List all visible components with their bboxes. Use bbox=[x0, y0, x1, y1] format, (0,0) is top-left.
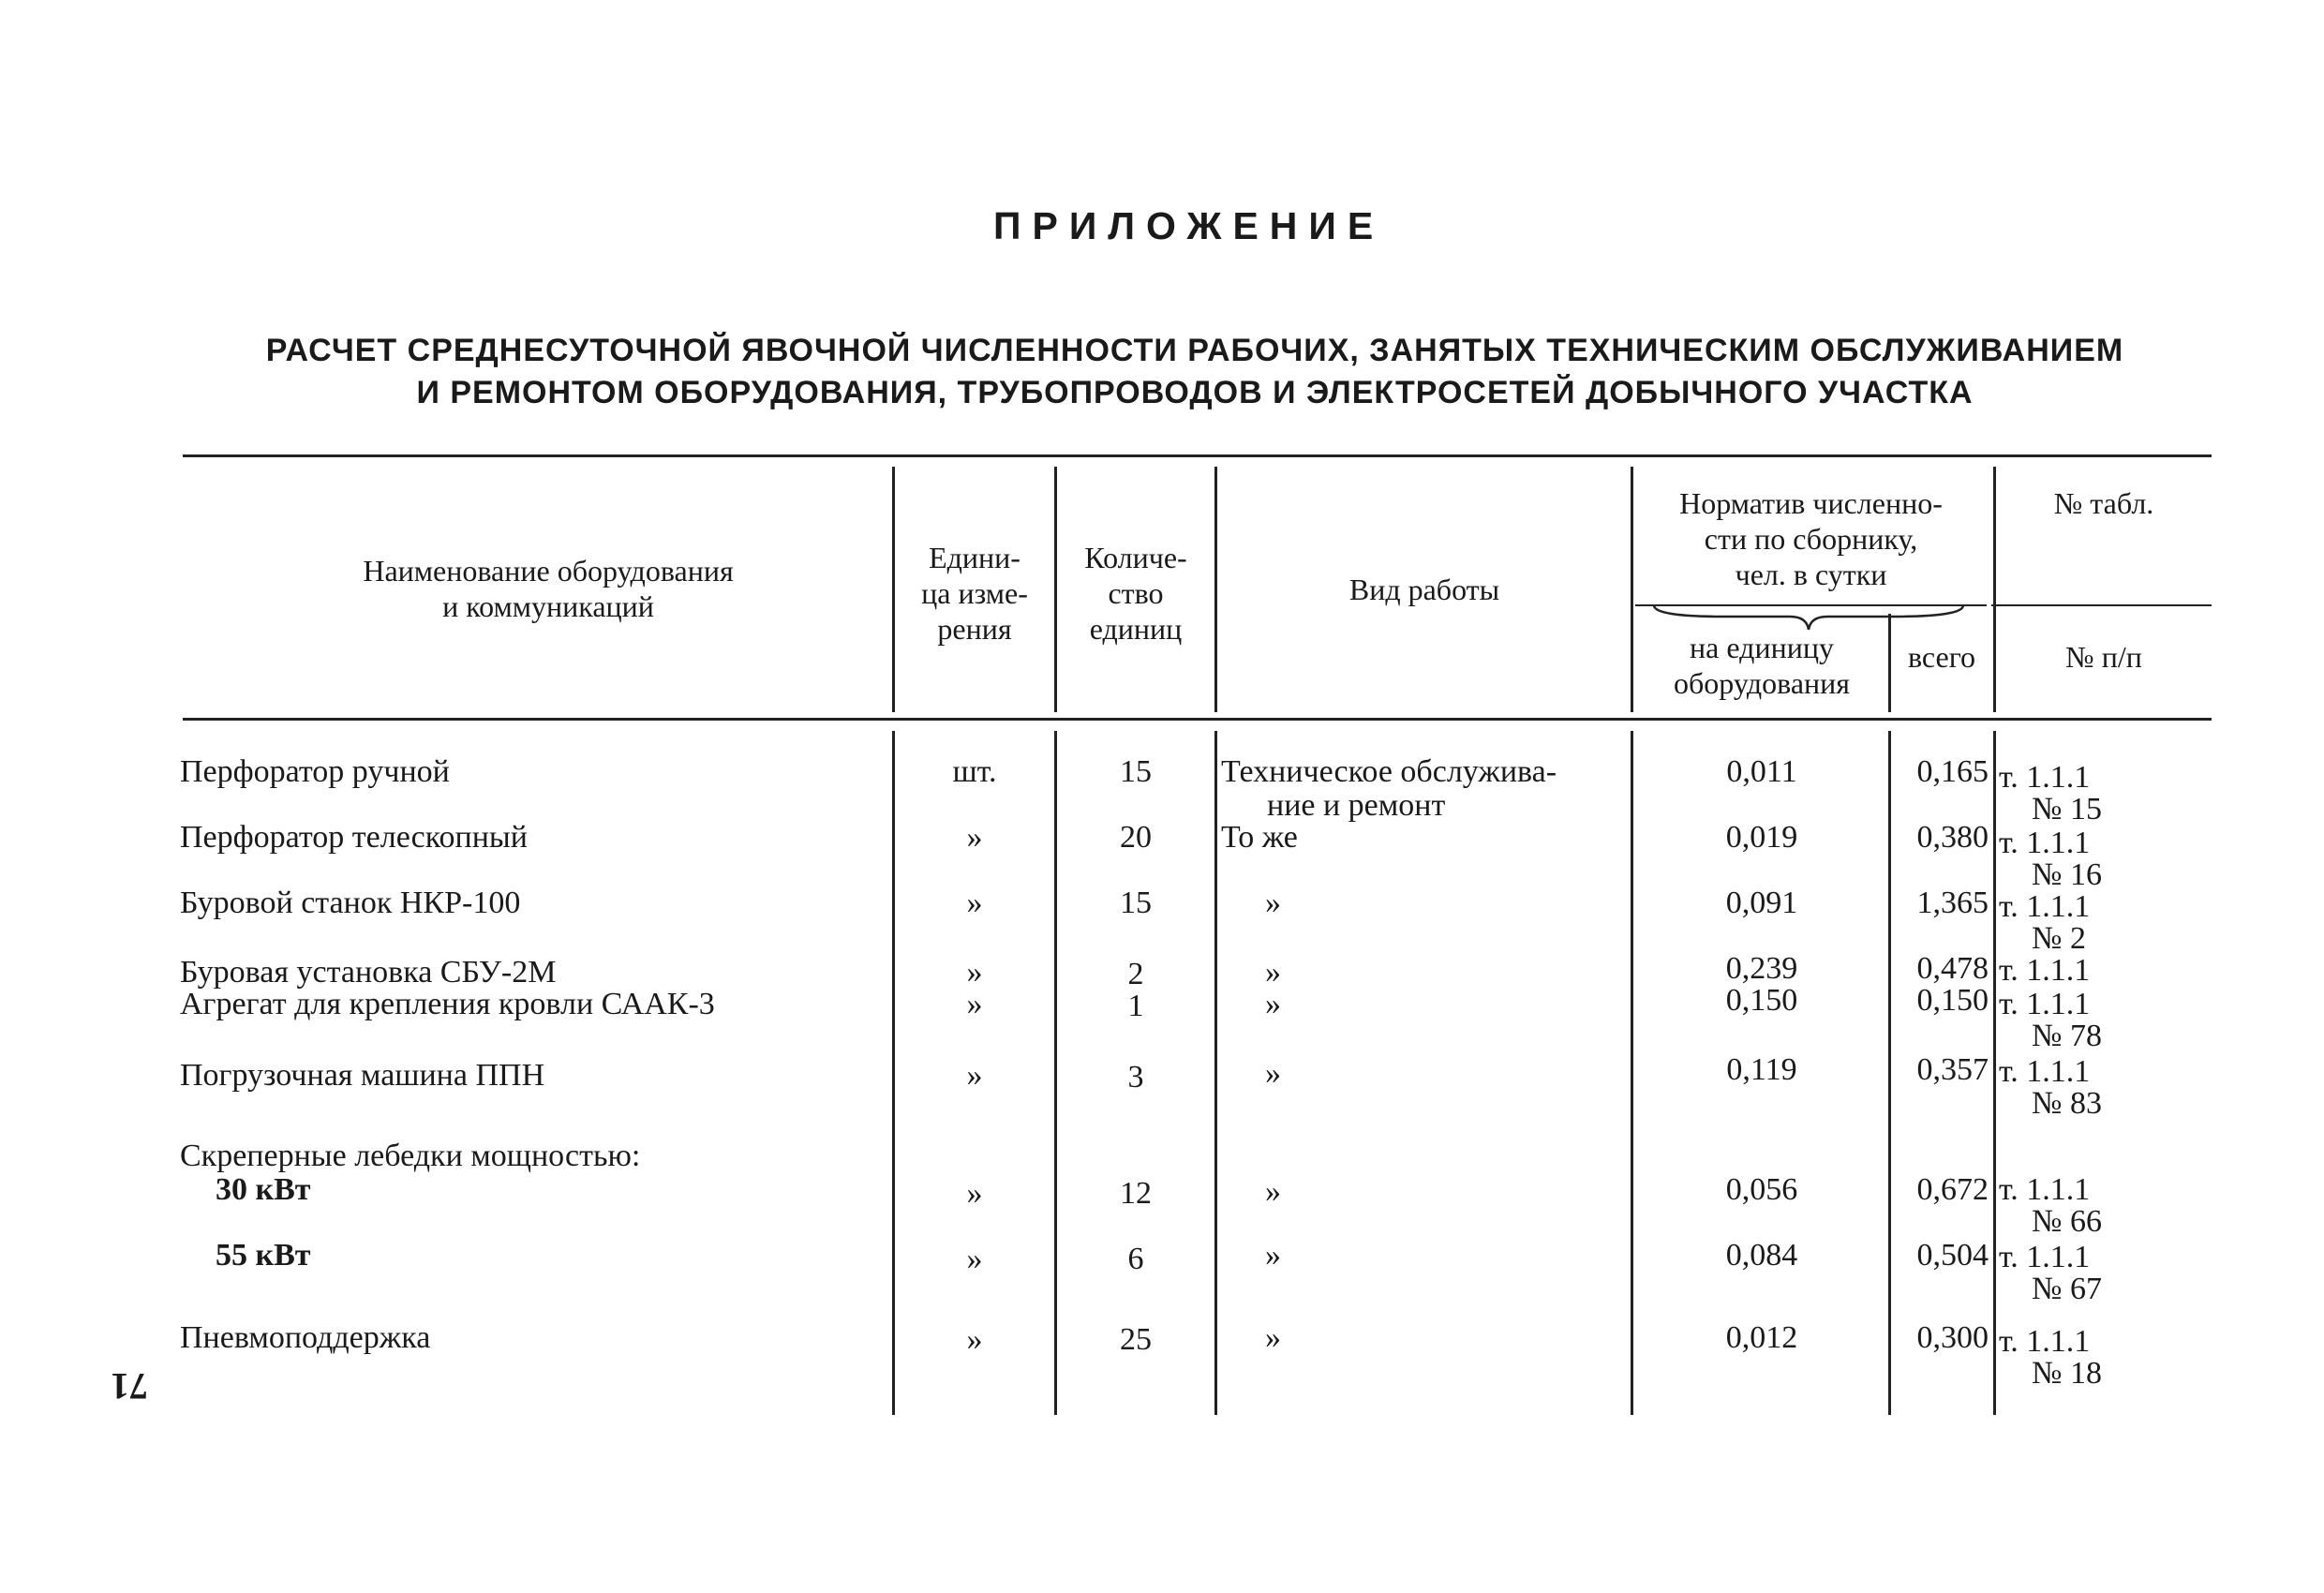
cell-work: » bbox=[1265, 1238, 1281, 1273]
cell-table: т. 1.1.1 bbox=[1999, 760, 2091, 795]
cell-unit: » bbox=[966, 1176, 983, 1211]
cell-qty: 12 bbox=[1120, 1176, 1152, 1211]
cell-name-group: Скреперные лебедки мощностью: bbox=[180, 1139, 641, 1173]
col-divider bbox=[1214, 467, 1217, 712]
cell-item-no: № 83 bbox=[2032, 1086, 2102, 1121]
cell-qty: 6 bbox=[1127, 1242, 1144, 1276]
table-title-line1: РАСЧЕТ СРЕДНЕСУТОЧНОЙ ЯВОЧНОЙ ЧИСЛЕННОСТИ РАБОЧИХ, ЗАНЯТЫХ ТЕХНИЧЕСКИМ ОБСЛУЖИВАНИЕМ bbox=[265, 333, 2124, 368]
cell-qty: 3 bbox=[1127, 1060, 1144, 1094]
cell-item-no: № 2 bbox=[2032, 921, 2086, 956]
col-divider bbox=[1631, 731, 1633, 1415]
col-divider bbox=[1631, 467, 1633, 712]
cell-per-unit: 0,239 bbox=[1725, 951, 1798, 986]
table-top-rule bbox=[183, 454, 2212, 457]
cell-table: т. 1.1.1 bbox=[1999, 1324, 2091, 1359]
cell-table: т. 1.1.1 bbox=[1999, 826, 2091, 860]
page-number: 71 bbox=[111, 1365, 148, 1407]
col-divider bbox=[1993, 731, 1996, 1415]
cell-work: То же bbox=[1221, 820, 1298, 855]
cell-item-no: № 78 bbox=[2032, 1019, 2102, 1053]
header-brace bbox=[1649, 603, 1968, 632]
cell-table: т. 1.1.1 bbox=[1999, 889, 2091, 924]
cell-work: » bbox=[1265, 987, 1281, 1021]
cell-item-no: № 15 bbox=[2032, 792, 2102, 826]
cell-work: » bbox=[1265, 1056, 1281, 1091]
cell-work: » bbox=[1265, 1174, 1281, 1209]
header-name: Наименование оборудования и коммуникаций bbox=[363, 554, 734, 623]
cell-per-unit: 0,012 bbox=[1725, 1320, 1798, 1355]
header-table-no: № табл. bbox=[2053, 486, 2154, 520]
cell-total: 0,672 bbox=[1916, 1172, 1989, 1207]
page-heading: ПРИЛОЖЕНИЕ bbox=[993, 204, 1385, 247]
header-norm: Норматив численно- сти по сборнику, чел. в сутки bbox=[1679, 486, 1943, 591]
cell-work-cont: ние и ремонт bbox=[1267, 788, 1446, 823]
cell-total: 0,150 bbox=[1916, 983, 1989, 1018]
cell-name-sub: 55 кВт bbox=[216, 1238, 311, 1273]
cell-name: Буровая установка СБУ-2М bbox=[180, 955, 557, 990]
cell-total: 0,478 bbox=[1916, 951, 1989, 986]
header-total: всего bbox=[1907, 640, 1976, 674]
cell-total: 1,365 bbox=[1916, 886, 1989, 920]
cell-work: » bbox=[1265, 1320, 1281, 1355]
cell-table: т. 1.1.1 bbox=[1999, 1172, 2091, 1207]
cell-unit: » bbox=[966, 886, 983, 920]
cell-item-no: № 18 bbox=[2032, 1356, 2102, 1391]
cell-qty: 15 bbox=[1120, 754, 1152, 789]
cell-qty: 1 bbox=[1127, 989, 1144, 1023]
table-title-line2: И РЕМОНТОМ ОБОРУДОВАНИЯ, ТРУБОПРОВОДОВ И ЭЛЕКТРОСЕТЕЙ ДОБЫЧНОГО УЧАСТКА bbox=[416, 375, 1974, 410]
header-item-no: № п/п bbox=[2065, 640, 2142, 674]
cell-name: Перфоратор ручной bbox=[180, 754, 450, 789]
header-unit: Едини- ца изме- рения bbox=[921, 541, 1028, 646]
cell-name: Буровой станок НКР-100 bbox=[180, 886, 521, 920]
cell-work: Техническое обслужива- bbox=[1221, 754, 1557, 789]
header-per-unit: на единицу оборудования bbox=[1674, 631, 1850, 700]
cell-total: 0,504 bbox=[1916, 1238, 1989, 1273]
cell-name: Пневмоподдержка bbox=[180, 1320, 431, 1355]
cell-table: т. 1.1.1 bbox=[1999, 987, 2091, 1021]
cell-item-no: № 67 bbox=[2032, 1272, 2102, 1306]
header-qty: Количе- ство единиц bbox=[1084, 541, 1187, 646]
cell-item-no: № 66 bbox=[2032, 1204, 2102, 1239]
cell-qty: 15 bbox=[1120, 886, 1152, 920]
cell-per-unit: 0,150 bbox=[1725, 983, 1798, 1018]
cell-name-sub: 30 кВт bbox=[216, 1172, 311, 1207]
cell-per-unit: 0,091 bbox=[1725, 886, 1798, 920]
cell-total: 0,165 bbox=[1916, 754, 1989, 789]
cell-name: Погрузочная машина ППН bbox=[180, 1058, 545, 1093]
cell-table: т. 1.1.1 bbox=[1999, 1240, 2091, 1274]
cell-per-unit: 0,119 bbox=[1726, 1052, 1797, 1087]
tab-subheader-rule bbox=[1991, 604, 2212, 606]
cell-unit: » bbox=[966, 1322, 983, 1357]
cell-unit: шт. bbox=[952, 754, 997, 789]
col-divider bbox=[1214, 731, 1217, 1415]
cell-total: 0,380 bbox=[1916, 820, 1989, 855]
cell-per-unit: 0,084 bbox=[1725, 1238, 1798, 1273]
cell-name: Перфоратор телескопный bbox=[180, 820, 528, 855]
header-work: Вид работы bbox=[1348, 573, 1500, 606]
cell-table: т. 1.1.1 bbox=[1999, 953, 2091, 988]
cell-unit: » bbox=[966, 1242, 983, 1276]
cell-per-unit: 0,056 bbox=[1725, 1172, 1798, 1207]
cell-qty: 2 bbox=[1127, 957, 1144, 991]
cell-total: 0,300 bbox=[1916, 1320, 1989, 1355]
cell-work: » bbox=[1265, 955, 1281, 990]
cell-item-no: № 16 bbox=[2032, 857, 2102, 892]
cell-unit: » bbox=[966, 987, 983, 1021]
cell-qty: 20 bbox=[1120, 820, 1152, 855]
cell-total: 0,357 bbox=[1916, 1052, 1989, 1087]
cell-name: Агрегат для крепления кровли СААК-3 bbox=[180, 987, 715, 1021]
cell-per-unit: 0,019 bbox=[1725, 820, 1798, 855]
cell-qty: 25 bbox=[1120, 1322, 1152, 1357]
cell-work: » bbox=[1265, 886, 1281, 920]
cell-unit: » bbox=[966, 955, 983, 990]
cell-per-unit: 0,011 bbox=[1726, 754, 1797, 789]
cell-unit: » bbox=[966, 820, 983, 855]
header-bottom-rule bbox=[183, 718, 2212, 721]
cell-unit: » bbox=[966, 1058, 983, 1093]
cell-table: т. 1.1.1 bbox=[1999, 1054, 2091, 1089]
